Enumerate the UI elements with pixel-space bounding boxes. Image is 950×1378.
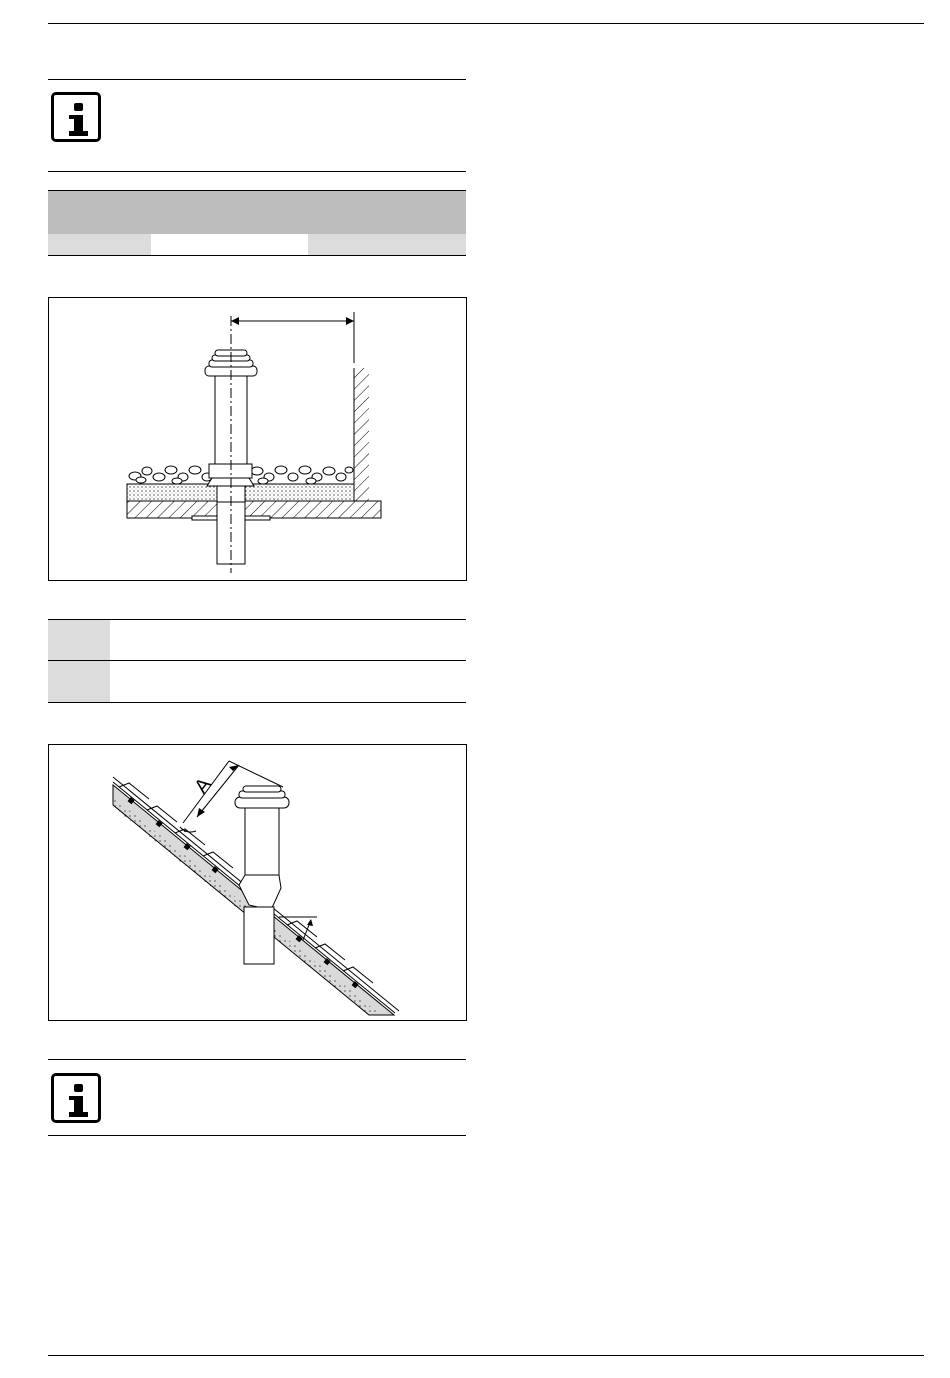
footer-rule — [48, 1355, 924, 1356]
legend-key — [48, 661, 110, 702]
info-note-2-bottom-rule — [48, 1135, 466, 1136]
table-cell-1 — [48, 234, 151, 255]
flat-roof-flue-drawing — [49, 298, 466, 580]
pitched-roof-flue-drawing — [49, 745, 466, 1020]
header-rule — [48, 23, 924, 24]
legend-row — [48, 661, 466, 702]
info-icon — [51, 92, 101, 142]
table-header — [48, 191, 466, 234]
legend-bottom-rule — [48, 702, 466, 703]
info-note-2 — [48, 1060, 466, 1135]
info-note-1-bottom-rule — [48, 171, 466, 172]
info-icon — [51, 1073, 101, 1123]
figure-pitched-roof-flue — [48, 744, 467, 1021]
dimension-label-a: A — [190, 773, 216, 798]
table-cell-3 — [308, 234, 466, 255]
table-cell-2 — [151, 234, 308, 255]
table-bottom-rule — [48, 255, 466, 256]
legend-row — [48, 620, 466, 661]
info-note-1 — [48, 80, 466, 171]
legend-key — [48, 620, 110, 661]
figure-flat-roof-flue — [48, 297, 467, 581]
